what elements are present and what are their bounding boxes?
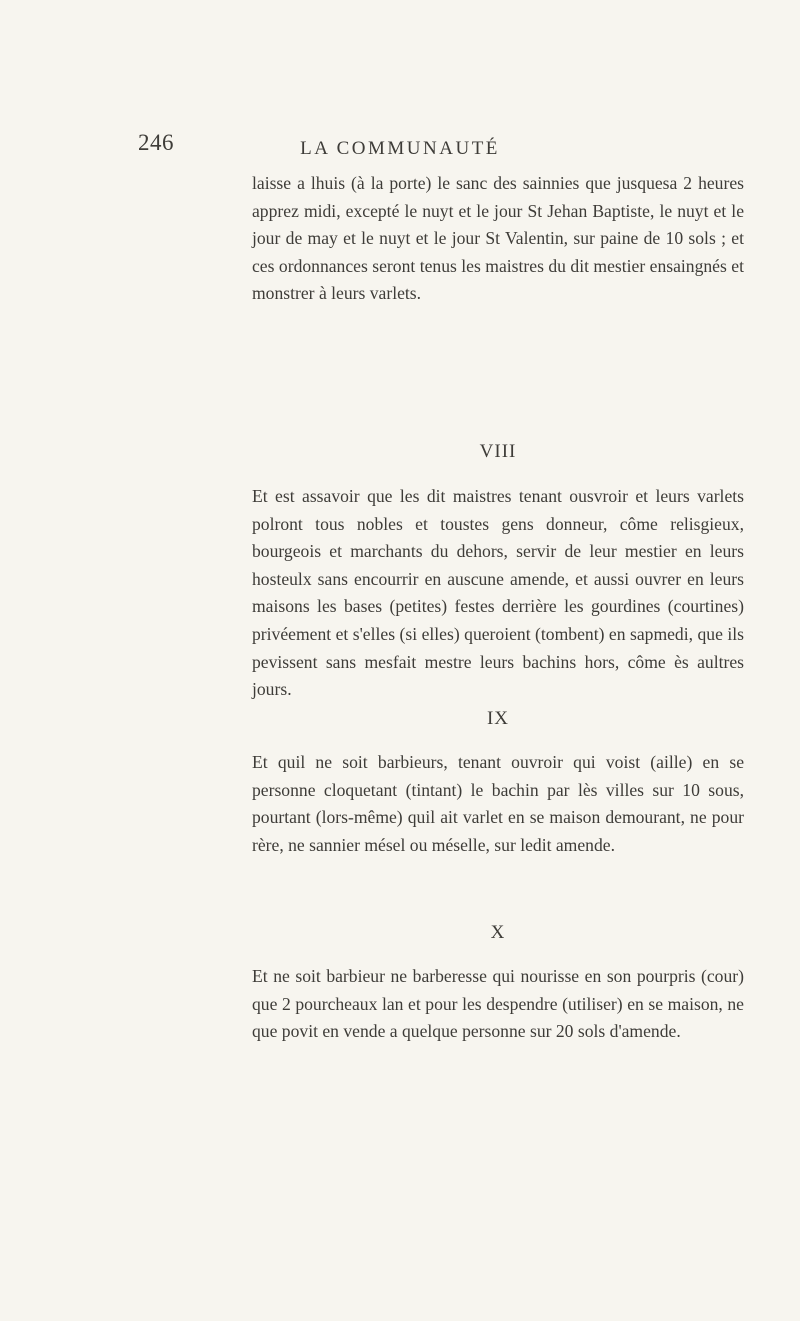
paragraph-text: laisse a lhuis (à la porte) le sanc des sainnies que jusquesa 2 heures apprez midi, excepté le nuyt et le jour St Jehan Baptiste, le nuyt et le jour de may et le nuyt et le jour St Valentin, sur paine de 10 sols ; et ces ordonnances seront tenus les maistres du dit mestier ensaingnés et monstrer à leurs varlets. <box>252 173 744 304</box>
section-ix-paragraph <box>252 749 744 859</box>
page-number: 246 <box>138 130 174 155</box>
section-heading-x: X <box>490 922 506 943</box>
paragraph-text: Et quil ne soit barbieurs, tenant ouvroir qui voist (aille) en se personne cloquetant (tintant) le bachin par lès villes sur 10 sous, pourtant (lors-même) quil ait varlet en se maison demourant, ne pour rère, ne sannier mésel ou méselle, sur ledit amende. <box>252 752 744 855</box>
section-heading-viii: VIII <box>479 441 517 462</box>
paragraph-text: Et ne soit barbieur ne barberesse qui nourisse en son pourpris (cour) que 2 pourcheaux lan et pour les despendre (utiliser) en se maison, ne que povit en vende a quelque personne sur 20 sols d'amende. <box>252 966 744 1042</box>
section-x-paragraph <box>252 963 744 1046</box>
paragraph-text: Et est assavoir que les dit maistres tenant ousvroir et leurs varlets polront tous nobles et toustes gens donneur, côme relisgieux, bourgeois et marchants du dehors, servir de leur mestier en leurs hosteulx sans encourrir en auscune amende, et aussi ouvrer en leurs maisons les bases (petites) festes derrière les gourdines (courtines) privéement et s'elles (si elles) queroient (tombent) en sapmedi, que ils pevissent sans mesfait mestre leurs bachins hors, côme ès aultres jours. <box>252 486 744 700</box>
intro-paragraph <box>252 170 744 308</box>
running-head: LA COMMUNAUTÉ <box>300 138 500 159</box>
section-heading-ix: IX <box>486 708 510 729</box>
section-viii-paragraph <box>252 483 744 704</box>
